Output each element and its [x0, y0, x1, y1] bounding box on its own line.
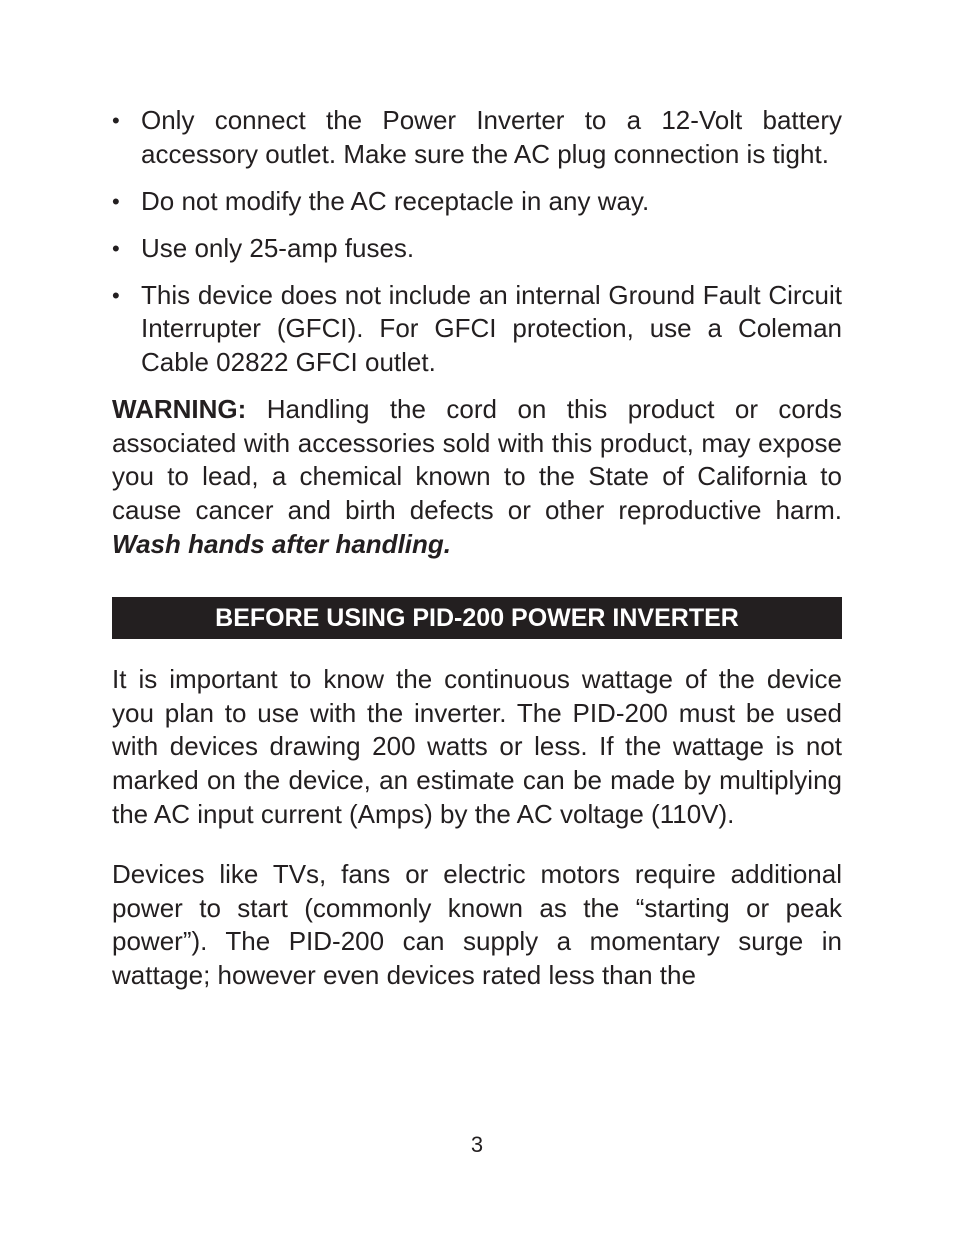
body-paragraph-starting-power: Devices like TVs, fans or electric motors require additional power to start (commonly known as the “starting or peak power”). The PID-200 can supply a momentary surge in wattage; however even devices rated less than the	[112, 859, 842, 990]
bullet-item-receptacle	[112, 185, 842, 219]
warning-emphasis: Wash hands after handling.	[112, 528, 452, 559]
bullet-icon: •	[112, 235, 120, 261]
body-paragraph-wattage: It is important to know the continuous wattage of the device you plan to use with the inverter. The PID-200 must be used with devices drawing 200 watts or less. If the wattage is not marked on the device, an estimate can be made by multiplying the AC input current (Amps) by the AC voltage (110V).	[112, 664, 842, 829]
bullet-item-battery-outlet	[112, 104, 842, 171]
bullet-icon: •	[112, 108, 120, 133]
bullet-item-gfci	[112, 279, 842, 380]
warning-label: WARNING:	[112, 394, 247, 425]
safety-bullet-list	[112, 104, 842, 380]
page-number: 3	[470, 1132, 484, 1157]
warning-text: Handling the cord on this product or cords associated with accessories sold with this product, may expose you to lead, a chemical known to the State of California to cause cancer and birth defects or other reproductive harm.	[112, 394, 842, 525]
manual-page	[112, 104, 842, 992]
bullet-icon: •	[112, 282, 120, 308]
warning-paragraph	[112, 393, 842, 561]
bullet-text: Do not modify the AC receptacle in any way.	[141, 185, 650, 216]
bullet-text: This device does not include an internal Ground Fault Circuit Interrupter (GFCI). For GFCI protection, use a Coleman Cable 02822 GFCI outlet.	[141, 279, 842, 378]
bullet-text: Only connect the Power Inverter to a 12-Volt battery accessory outlet. Make sure the AC plug connection is tight.	[141, 105, 842, 169]
bullet-item-fuses	[112, 232, 842, 266]
bullet-text: Use only 25-amp fuses.	[141, 232, 415, 263]
section-header: BEFORE USING PID-200 POWER INVERTER	[112, 597, 842, 639]
bullet-icon: •	[112, 188, 120, 214]
